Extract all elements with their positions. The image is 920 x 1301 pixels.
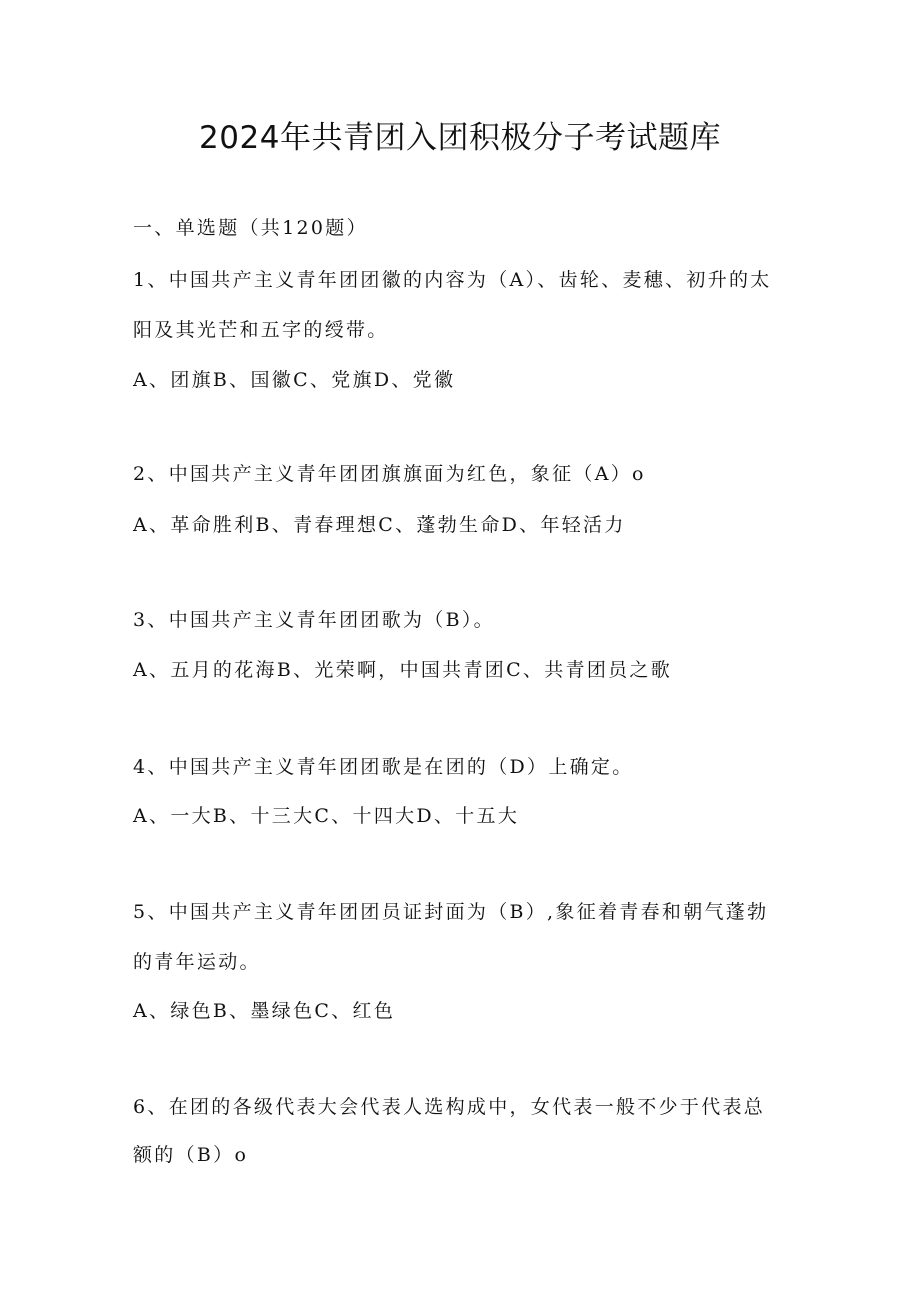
- question-1-text-line-1: 1、中国共产主义青年团团徽的内容为（A）、齿轮、麦穗、初升的太: [133, 269, 772, 291]
- question-6-text-line-2: 额的（B）o: [133, 1144, 249, 1166]
- question-2-text-line-1: 2、中国共产主义青年团团旗旗面为红色，象征（A）o: [133, 463, 646, 485]
- question-5-text-line-1: 5、中国共产主义青年团团员证封面为（B）,象征着青春和朝气蓬勃: [133, 901, 769, 923]
- question-2-options: A、革命胜利B、青春理想C、蓬勃生命D、年轻活力: [133, 514, 626, 536]
- question-4-text-line-1: 4、中国共产主义青年团团歌是在团的（D）上确定。: [133, 756, 634, 778]
- question-5-text-line-2: 的青年运动。: [133, 951, 261, 973]
- question-6-text-line-1: 6、在团的各级代表大会代表人选构成中，女代表一般不少于代表总: [133, 1096, 766, 1118]
- question-1-options: A、团旗B、国徽C、党旗D、党徽: [133, 369, 456, 391]
- question-3-options: A、五月的花海B、光荣啊，中国共青团C、共青团员之歌: [133, 659, 673, 681]
- section-heading: 一、单选题（共120题）: [133, 217, 368, 239]
- question-1-text-line-2: 阳及其光芒和五字的绶带。: [133, 319, 389, 341]
- document-title: 2024年共青团入团积极分子考试题库: [199, 120, 721, 156]
- question-3-text-line-1: 3、中国共产主义青年团团歌为（B）。: [133, 609, 495, 631]
- question-4-options: A、一大B、十三大C、十四大D、十五大: [133, 805, 520, 827]
- question-5-options: A、绿色B、墨绿色C、红色: [133, 1000, 396, 1022]
